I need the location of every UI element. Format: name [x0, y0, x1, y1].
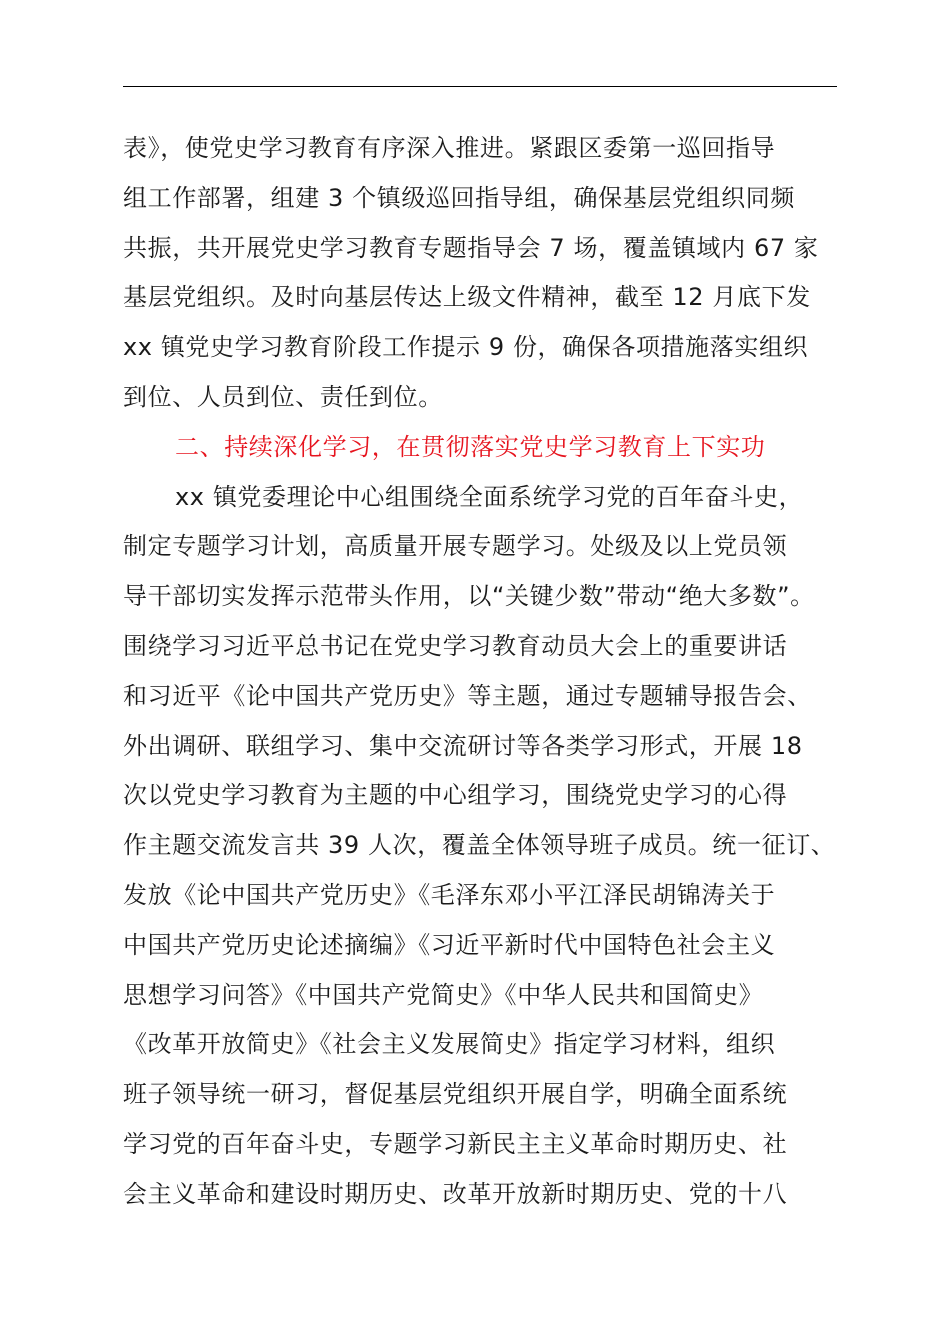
text-line: 班子领导统一研习，督促基层党组织开展自学，明确全面系统: [123, 1080, 788, 1109]
text-line: 围绕学习习近平总书记在党史学习教育动员大会上的重要讲话: [123, 631, 788, 660]
document-body: [123, 124, 853, 1220]
text-line: 制定专题学习计划，高质量开展专题学习。处级及以上党员领: [123, 532, 788, 561]
text-line: 思想学习问答》《中国共产党简史》《中华人民共和国简史》: [123, 980, 764, 1009]
text-line: xx 镇党委理论中心组围绕全面系统学习党的百年奋斗史，: [175, 482, 804, 511]
text-line: 学习党的百年奋斗史，专题学习新民主主义革命时期历史、社: [123, 1129, 788, 1158]
text-line: xx 镇党史学习教育阶段工作提示 9 份，确保各项措施落实组织: [123, 333, 809, 362]
text-line: 次以党史学习教育为主题的中心组学习，围绕党史学习的心得: [123, 781, 788, 810]
text-line: 基层党组织。及时向基层传达上级文件精神，截至 12 月底下发: [123, 283, 811, 312]
text-line: 表》，使党史学习教育有序深入推进。紧跟区委第一巡回指导: [123, 134, 776, 162]
text-line: 外出调研、联组学习、集中交流研讨等各类学习形式，开展 18: [123, 731, 803, 760]
text-line: 中国共产党历史论述摘编》《习近平新时代中国特色社会主义: [123, 930, 776, 959]
text-line: 发放《论中国共产党历史》《毛泽东邓小平江泽民胡锦涛关于: [123, 880, 776, 909]
text-line: 会主义革命和建设时期历史、改革开放新时期历史、党的十八: [123, 1179, 788, 1208]
text-line: 到位、人员到位、责任到位。: [123, 382, 443, 411]
text-line: 导干部切实发挥示范带头作用，以“关键少数”带动“绝大多数”。: [123, 582, 815, 611]
text-line: 组工作部署，组建 3 个镇级巡回指导组，确保基层党组织同频: [123, 183, 795, 212]
text-line: 作主题交流发言共 39 人次，覆盖全体领导班子成员。统一征订、: [123, 831, 836, 860]
paragraph-1: [123, 124, 853, 423]
section-heading: 二、持续深化学习，在贯彻落实党史学习教育上下实功: [175, 432, 766, 461]
text-line: 《改革开放简史》《社会主义发展简史》指定学习材料，组织: [123, 1030, 776, 1059]
text-line: 共振，共开展党史学习教育专题指导会 7 场，覆盖镇域内 67 家: [123, 233, 819, 262]
header-rule: [123, 86, 837, 87]
paragraph-2: [123, 473, 853, 1220]
text-line: 和习近平《论中国共产党历史》等主题，通过专题辅导报告会、: [123, 681, 812, 710]
